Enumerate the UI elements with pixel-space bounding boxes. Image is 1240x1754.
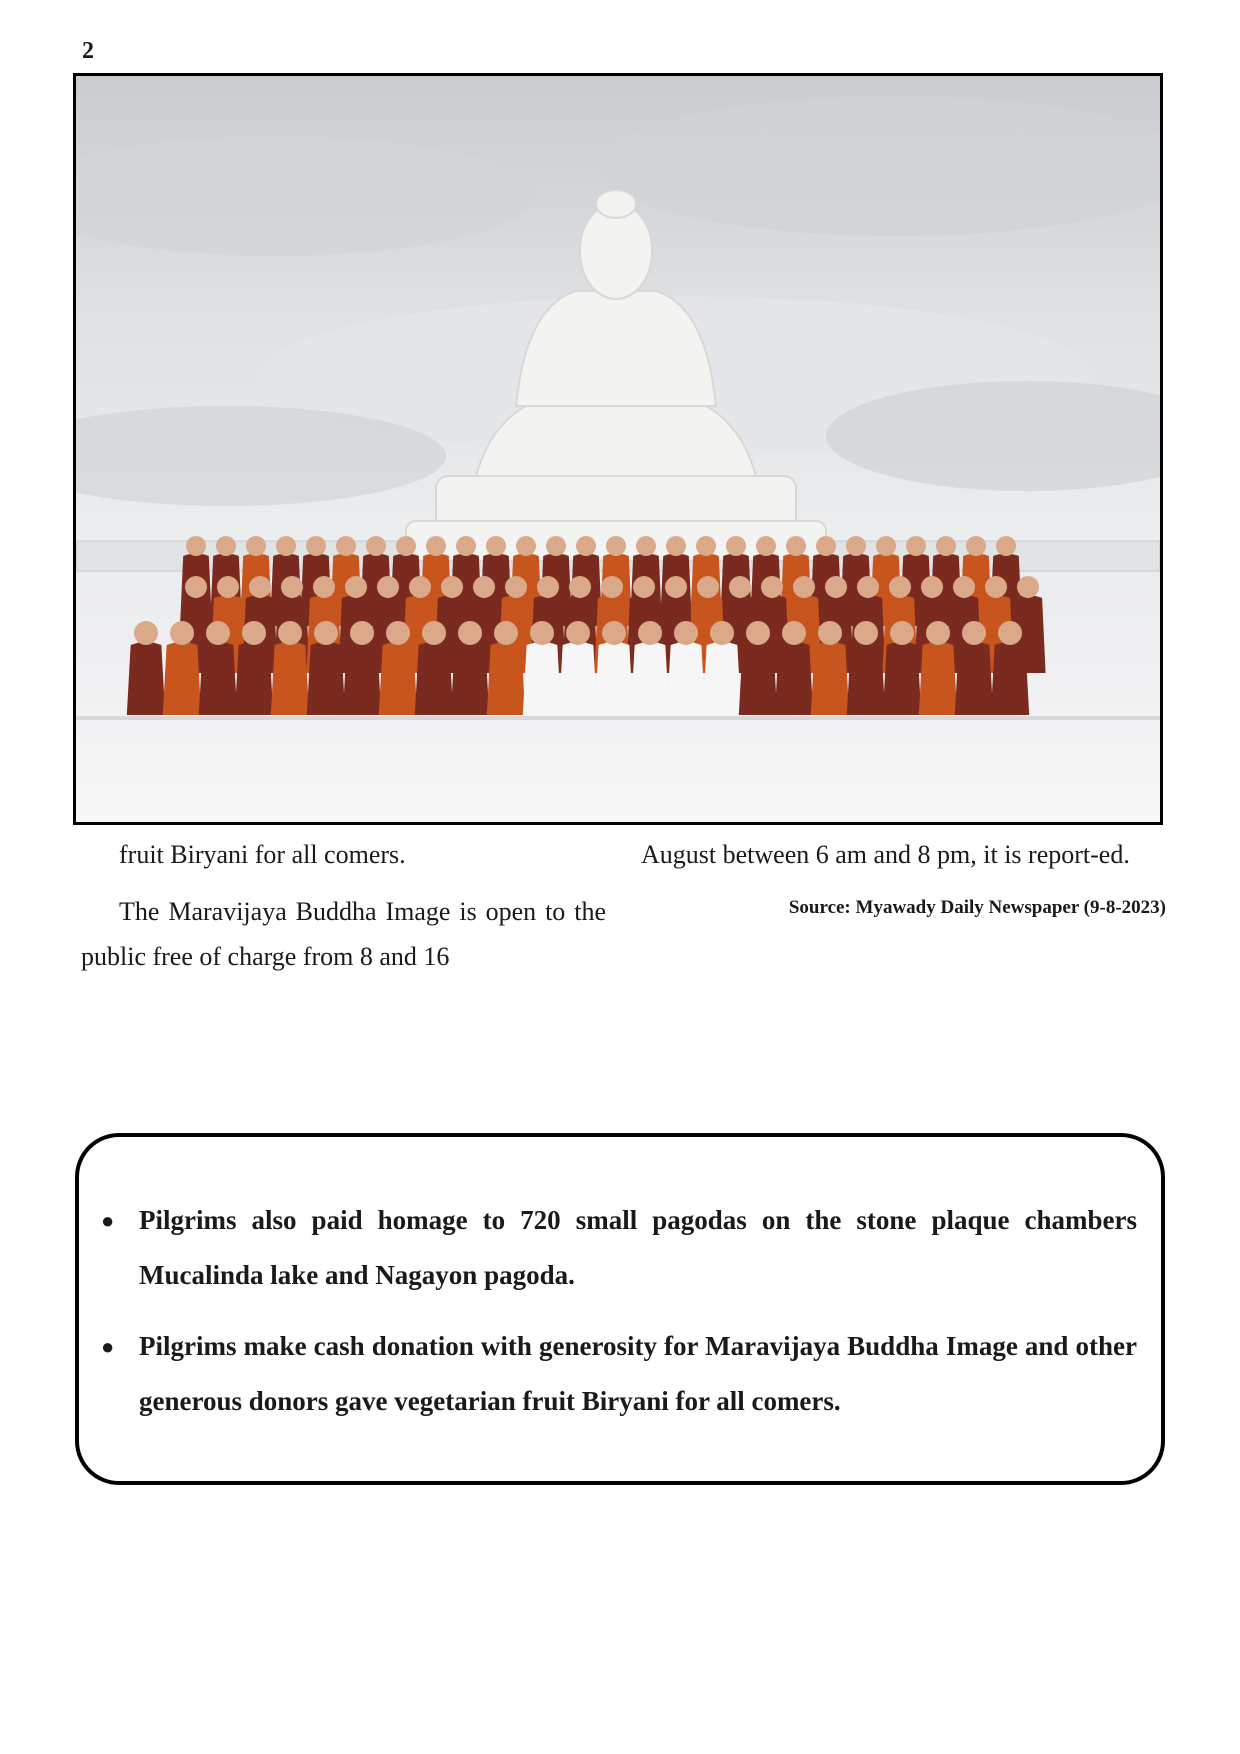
monk-head xyxy=(505,576,527,598)
monk-head xyxy=(422,621,446,645)
summary-item xyxy=(101,1193,1137,1303)
article-left-paragraph-1: fruit Biryani for all comers. xyxy=(119,840,406,869)
monk-head xyxy=(889,576,911,598)
monk-head xyxy=(186,536,206,556)
monk-head xyxy=(217,576,239,598)
monk-head xyxy=(601,576,623,598)
photo-illustration xyxy=(76,76,1160,822)
monk-head xyxy=(537,576,559,598)
monk-head xyxy=(350,621,374,645)
monk-figure xyxy=(991,642,1029,715)
monk-head xyxy=(276,536,296,556)
monk-head xyxy=(486,536,506,556)
monk-head xyxy=(336,536,356,556)
monk-head xyxy=(726,536,746,556)
monk-head xyxy=(985,576,1007,598)
monk-head xyxy=(313,576,335,598)
monk-figure xyxy=(199,642,237,715)
article-source: Source: Myawady Daily Newspaper (9-8-2023) xyxy=(788,897,1166,918)
monk-head xyxy=(998,621,1022,645)
summary-item-text: Pilgrims also paid homage to 720 small pagodas on the stone plaque chambers Mucalinda lake and Nagayon pagoda. xyxy=(139,1205,1137,1290)
monk-figure xyxy=(307,642,345,715)
monk-head xyxy=(606,536,626,556)
monk-head xyxy=(602,621,626,645)
summary-list xyxy=(101,1193,1137,1445)
monk-head xyxy=(456,536,476,556)
monk-figure xyxy=(379,642,417,715)
monk-head xyxy=(458,621,482,645)
monk-figure xyxy=(739,642,777,715)
monk-head xyxy=(396,536,416,556)
monk-figure xyxy=(847,642,885,715)
monk-head xyxy=(576,536,596,556)
monk-figure xyxy=(163,642,201,715)
monk-figure xyxy=(127,642,165,715)
monk-head xyxy=(242,621,266,645)
monk-head xyxy=(906,536,926,556)
monk-head xyxy=(345,576,367,598)
summary-item xyxy=(101,1319,1137,1429)
monk-figure xyxy=(451,642,489,715)
monk-head xyxy=(926,621,950,645)
buddha-image-photo xyxy=(73,73,1163,825)
page-number: 2 xyxy=(82,38,94,64)
monk-figure xyxy=(631,642,669,715)
monk-head xyxy=(825,576,847,598)
monk-head xyxy=(761,576,783,598)
monk-head xyxy=(890,621,914,645)
monk-head xyxy=(473,576,495,598)
monk-figure xyxy=(271,642,309,715)
monk-head xyxy=(409,576,431,598)
monk-head xyxy=(697,576,719,598)
monk-head xyxy=(566,621,590,645)
monk-head xyxy=(516,536,536,556)
monk-figure xyxy=(343,642,381,715)
monk-head xyxy=(246,536,266,556)
bullet-icon: ● xyxy=(101,1334,115,1359)
monk-head xyxy=(696,536,716,556)
monk-head xyxy=(782,621,806,645)
monk-head xyxy=(206,621,230,645)
monk-head xyxy=(857,576,879,598)
monk-head xyxy=(170,621,194,645)
monk-head xyxy=(366,536,386,556)
monk-head xyxy=(314,621,338,645)
monk-figure xyxy=(883,642,921,715)
monk-figure xyxy=(487,642,525,715)
monk-head xyxy=(665,576,687,598)
monk-head xyxy=(729,576,751,598)
monk-head xyxy=(377,576,399,598)
monk-head xyxy=(216,536,236,556)
monk-head xyxy=(793,576,815,598)
monk-head xyxy=(966,536,986,556)
monk-figure xyxy=(955,642,993,715)
monk-figure xyxy=(919,642,957,715)
summary-item-text: Pilgrims make cash donation with generosity for Maravijaya Buddha Image and other generous donors gave vegetarian fruit Biryani for all comers. xyxy=(139,1331,1137,1416)
monk-head xyxy=(426,536,446,556)
monk-head xyxy=(1017,576,1039,598)
monk-head xyxy=(936,536,956,556)
monk-figure xyxy=(523,642,561,715)
monk-head xyxy=(756,536,776,556)
monk-figure xyxy=(235,642,273,715)
bullet-icon: ● xyxy=(101,1208,115,1233)
monk-head xyxy=(674,621,698,645)
monk-head xyxy=(530,621,554,645)
monk-head xyxy=(816,536,836,556)
monk-head xyxy=(786,536,806,556)
monk-head xyxy=(962,621,986,645)
monk-head xyxy=(185,576,207,598)
monk-figure xyxy=(559,642,597,715)
monk-figure xyxy=(703,642,741,715)
monk-head xyxy=(846,536,866,556)
monk-figure xyxy=(415,642,453,715)
monks-group xyxy=(127,536,1046,715)
monk-head xyxy=(876,536,896,556)
monk-head xyxy=(278,621,302,645)
monk-head xyxy=(249,576,271,598)
monk-figure xyxy=(775,642,813,715)
summary-box xyxy=(75,1133,1165,1485)
monk-head xyxy=(666,536,686,556)
monk-head xyxy=(306,536,326,556)
monk-head xyxy=(546,536,566,556)
monk-head xyxy=(494,621,518,645)
monk-head xyxy=(746,621,770,645)
monk-head xyxy=(921,576,943,598)
monk-figure xyxy=(811,642,849,715)
article-left-column xyxy=(81,832,606,979)
monk-head xyxy=(441,576,463,598)
monk-figure xyxy=(667,642,705,715)
monk-figure xyxy=(595,642,633,715)
monk-head xyxy=(386,621,410,645)
monk-head xyxy=(854,621,878,645)
monk-head xyxy=(636,536,656,556)
monk-head xyxy=(710,621,734,645)
monk-head xyxy=(996,536,1016,556)
monk-head xyxy=(569,576,591,598)
monk-head xyxy=(633,576,655,598)
monk-head xyxy=(281,576,303,598)
article-right-column xyxy=(641,832,1166,923)
monk-head xyxy=(953,576,975,598)
article-left-paragraph-2: The Maravijaya Buddha Image is open to the public free of charge from 8 and 16 xyxy=(81,897,606,971)
monk-head xyxy=(818,621,842,645)
monk-head xyxy=(134,621,158,645)
monk-head xyxy=(638,621,662,645)
article-right-paragraph-1: August between 6 am and 8 pm, it is report-ed. xyxy=(641,840,1130,869)
